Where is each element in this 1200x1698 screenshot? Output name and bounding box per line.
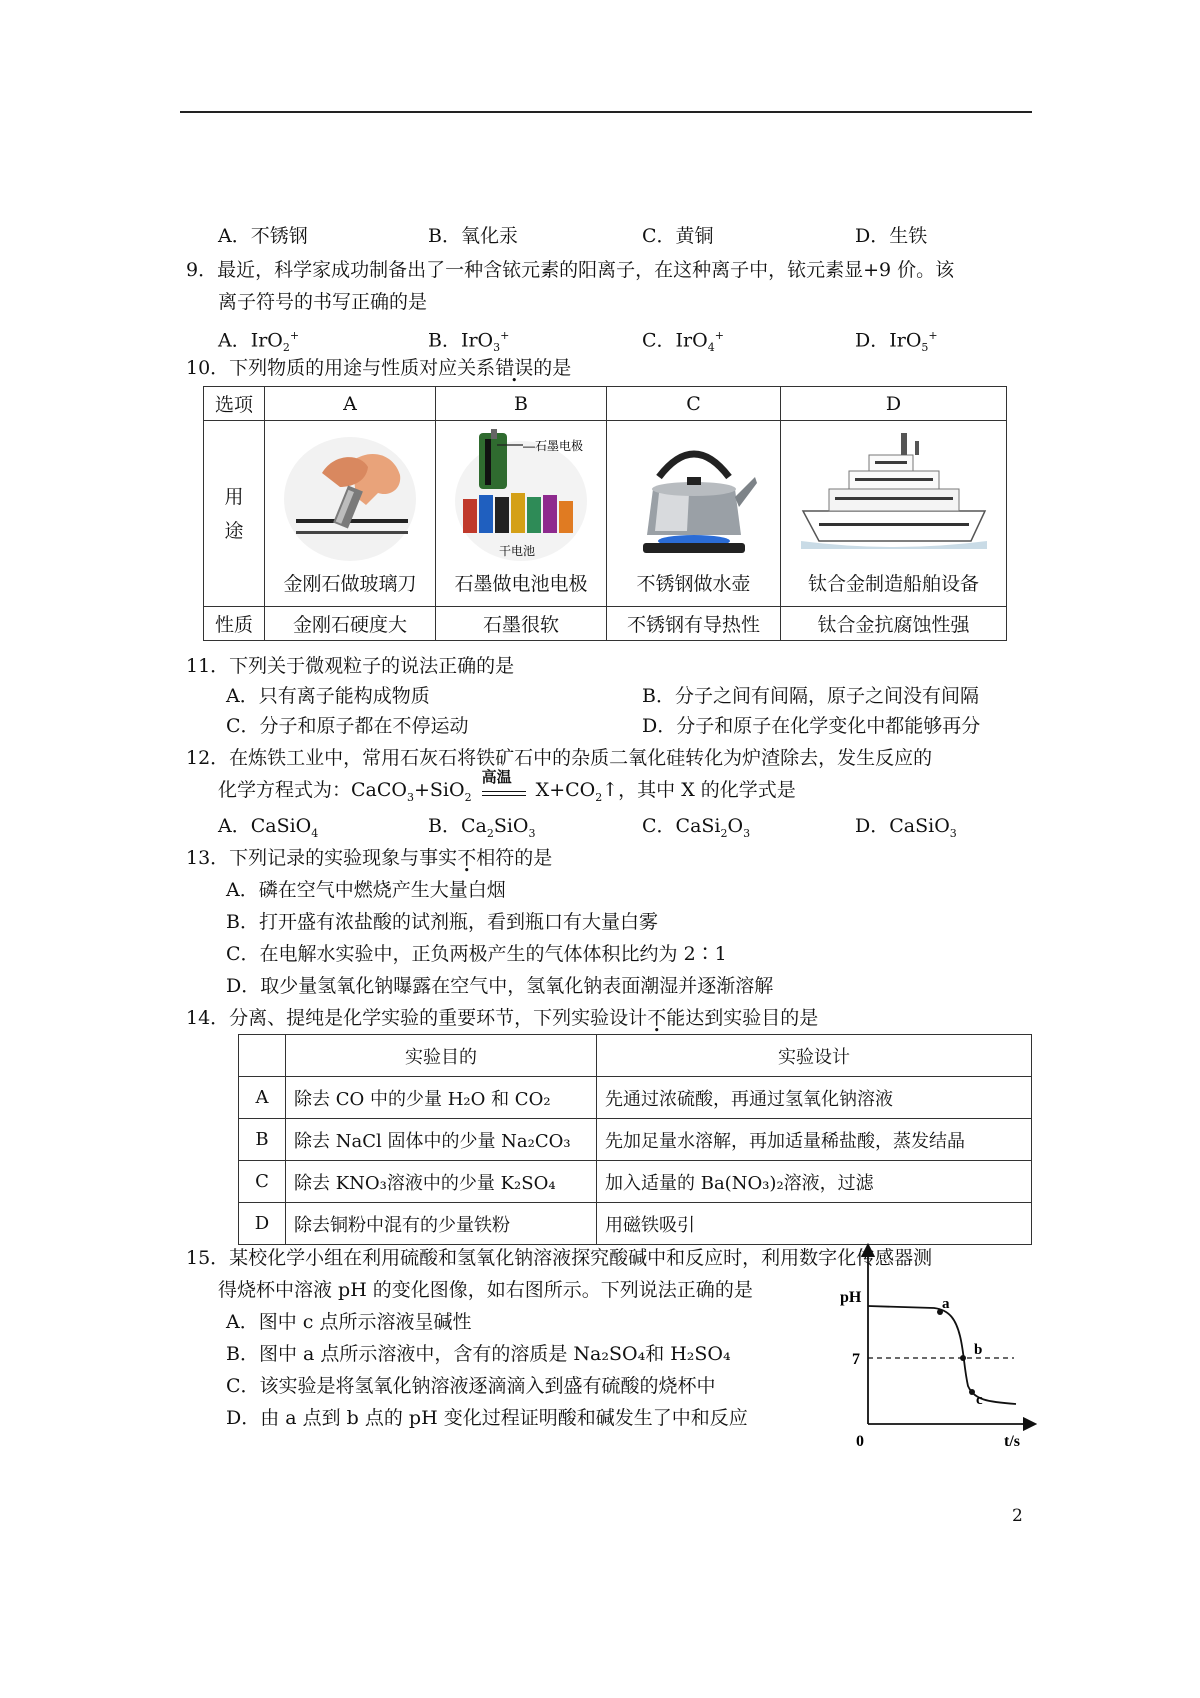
header-rule: [180, 111, 1032, 113]
q14-stem: 14．分离、提纯是化学实验的重要环节，下列实验设计不能达到实验目的是: [186, 1007, 819, 1029]
q14-row-a-key: A: [239, 1077, 286, 1119]
q13-option-b: B．打开盛有浓盐酸的试剂瓶，看到瓶口有大量白雾: [226, 911, 658, 933]
q9-option-b: B．IrO$_3$+: [428, 329, 510, 355]
q10-header-label: 选项: [204, 387, 265, 421]
q14-header-design: 实验设计: [597, 1035, 1032, 1077]
q11-option-a: A．只有离子能构成物质: [226, 685, 430, 707]
q10-property-b: 石墨很软: [436, 607, 607, 641]
point-c-label: c: [976, 1392, 983, 1408]
q10-col-a: A: [265, 387, 436, 421]
q14-header-goal: 实验目的: [286, 1035, 597, 1077]
q10-use-b: [436, 421, 607, 607]
q15-option-c: C．该实验是将氢氧化钠溶液逐滴滴入到盛有硫酸的烧杯中: [226, 1375, 716, 1397]
x-axis-label: t/s: [1004, 1433, 1020, 1450]
q13-emphasis: 不: [457, 847, 477, 869]
q8-option-b: B．氧化汞: [428, 225, 518, 247]
q14-row-d-design: 用磁铁吸引: [597, 1203, 1032, 1245]
q10-use-d: [781, 421, 1007, 607]
table-row: [239, 1077, 1032, 1119]
kettle-image: [629, 427, 759, 563]
ph-titration-graph: [838, 1240, 1038, 1450]
q10-use-b-text: 石墨做电池电极: [454, 573, 588, 595]
q8-option-d: D．生铁: [855, 225, 928, 247]
q14-row-b-design: 先加足量水溶解，再加适量稀盐酸，蒸发结晶: [597, 1119, 1032, 1161]
glass-cutter-image: [282, 427, 418, 563]
q13-option-c: C．在电解水实验中，正负两极产生的气体体积比约为 2∶1: [226, 943, 727, 965]
point-c: [969, 1389, 975, 1395]
y-axis-label: pH: [840, 1289, 862, 1306]
q14-table: [238, 1034, 1032, 1245]
q12-option-c: C．$CaSi_2O_3$: [642, 815, 751, 840]
q15-option-d: D．由 a 点到 b 点的 pH 变化过程证明酸和碱发生了中和反应: [226, 1407, 748, 1429]
q12-option-b: B．$Ca_2SiO_3$: [428, 815, 536, 840]
q9-stem-line1: 9．最近，科学家成功制备出了一种含铱元素的阳离子，在这种离子中，铱元素显+9 价。该: [186, 259, 955, 281]
q12-option-a: A．CaSiO$_4$: [218, 815, 319, 840]
q14-header-key: [239, 1035, 286, 1077]
q10-property-a: 金刚石硬度大: [265, 607, 436, 641]
q9-option-a: A．IrO$_2$+: [218, 329, 300, 355]
q15-option-a: A．图中 c 点所示溶液呈碱性: [226, 1311, 472, 1333]
table-row: [239, 1203, 1032, 1245]
q10-stem: 10．下列物质的用途与性质对应关系错误的是: [186, 357, 572, 379]
ph7-label: 7: [852, 1351, 860, 1368]
q10-header-row: [204, 387, 1007, 421]
point-b-label: b: [974, 1342, 983, 1358]
q15-option-b: B．图中 a 点所示溶液中，含有的溶质是 Na₂SO₄和 H₂SO₄: [226, 1343, 731, 1365]
q9-option-c: C．IrO$_4$+: [642, 329, 724, 355]
q11-option-b: B．分子之间有间隔，原子之间没有间隔: [642, 685, 979, 707]
reaction-condition-label: 高温: [481, 768, 512, 786]
q14-row-c-design: 加入适量的 Ba(NO₃)₂溶液，过滤: [597, 1161, 1032, 1203]
q10-use-d-text: 钛合金制造船舶设备: [807, 573, 979, 595]
q14-row-d-goal: 除去铜粉中混有的少量铁粉: [286, 1203, 597, 1245]
q14-header-row: [239, 1035, 1032, 1077]
q8-option-c: C．黄铜: [642, 225, 714, 247]
point-b: [960, 1355, 966, 1361]
q14-row-c-key: C: [239, 1161, 286, 1203]
ship-image: [799, 427, 989, 563]
q14-row-a-goal: 除去 CO 中的少量 H₂O 和 CO₂: [286, 1077, 597, 1119]
q10-use-a-text: 金刚石做玻璃刀: [283, 573, 417, 595]
q10-use-c-text: 不锈钢做水壶: [636, 573, 751, 595]
q14-row-c-goal: 除去 KNO₃溶液中的少量 K₂SO₄: [286, 1161, 597, 1203]
q11-option-d: D．分子和原子在化学变化中都能够再分: [642, 715, 981, 737]
point-a-label: a: [942, 1296, 950, 1312]
q8-option-a: A．不锈钢: [218, 225, 308, 247]
q10-property-d: 钛合金抗腐蚀性强: [781, 607, 1007, 641]
q14-row-b-goal: 除去 NaCl 固体中的少量 Na₂CO₃: [286, 1119, 597, 1161]
q10-use-row: [204, 421, 1007, 607]
q14-row-d-key: D: [239, 1203, 286, 1245]
q10-table: [203, 386, 1007, 641]
dry-battery-image: [449, 427, 593, 563]
ph-curve: [868, 1306, 1016, 1404]
q15-stem-line1: 15．某校化学小组在利用硫酸和氢氧化钠溶液探究酸碱中和反应时，利用数字化传感器测: [186, 1247, 933, 1269]
q10-use-c: [607, 421, 781, 607]
origin-label: 0: [856, 1433, 864, 1450]
dry-cell-label: 干电池: [499, 544, 536, 558]
q14-row-a-design: 先通过浓硫酸，再通过氢氧化钠溶液: [597, 1077, 1032, 1119]
q14-emphasis: 不: [647, 1007, 667, 1029]
q10-col-c: C: [607, 387, 781, 421]
reaction-condition-arrow: [481, 768, 526, 796]
q10-col-d: D: [781, 387, 1007, 421]
q15-stem-line2: 得烧杯中溶液 pH 的变化图像，如右图所示。下列说法正确的是: [218, 1279, 753, 1301]
q11-option-c: C．分子和原子都在不停运动: [226, 715, 469, 737]
q13-option-d: D．取少量氢氧化钠曝露在空气中，氢氧化钠表面潮湿并逐渐溶解: [226, 975, 774, 997]
q12-option-d: D．CaSiO$_3$: [855, 815, 957, 840]
q13-option-a: A．磷在空气中燃烧产生大量白烟: [226, 879, 506, 901]
q10-use-a: [265, 421, 436, 607]
q12-stem-line2: 化学方程式为：CaCO$_3$+SiO$_2$ 高温 $X+CO_2↑$，其中 X 的化学式是: [218, 778, 796, 810]
q10-emphasis: 错误: [495, 357, 534, 379]
q10-property-c: 不锈钢有导热性: [607, 607, 781, 641]
page-number: 2: [1012, 1506, 1023, 1526]
table-row: [239, 1161, 1032, 1203]
q9-stem-line2: 离子符号的书写正确的是: [218, 291, 428, 313]
q12-stem-line1: 12．在炼铁工业中，常用石灰石将铁矿石中的杂质二氧化硅转化为炉渣除去，发生反应的: [186, 747, 933, 769]
q10-property-row: [204, 607, 1007, 641]
q10-use-label: 用 途: [204, 421, 265, 607]
q10-col-b: B: [436, 387, 607, 421]
q10-property-label: 性质: [204, 607, 265, 641]
graphite-electrode-label: —石墨电极: [523, 439, 584, 453]
table-row: [239, 1119, 1032, 1161]
q14-row-b-key: B: [239, 1119, 286, 1161]
q11-stem: 11．下列关于微观粒子的说法正确的是: [186, 655, 515, 677]
q13-stem: 13．下列记录的实验现象与事实不相符的是: [186, 847, 553, 869]
q9-option-d: D．IrO$_5$+: [855, 329, 938, 355]
